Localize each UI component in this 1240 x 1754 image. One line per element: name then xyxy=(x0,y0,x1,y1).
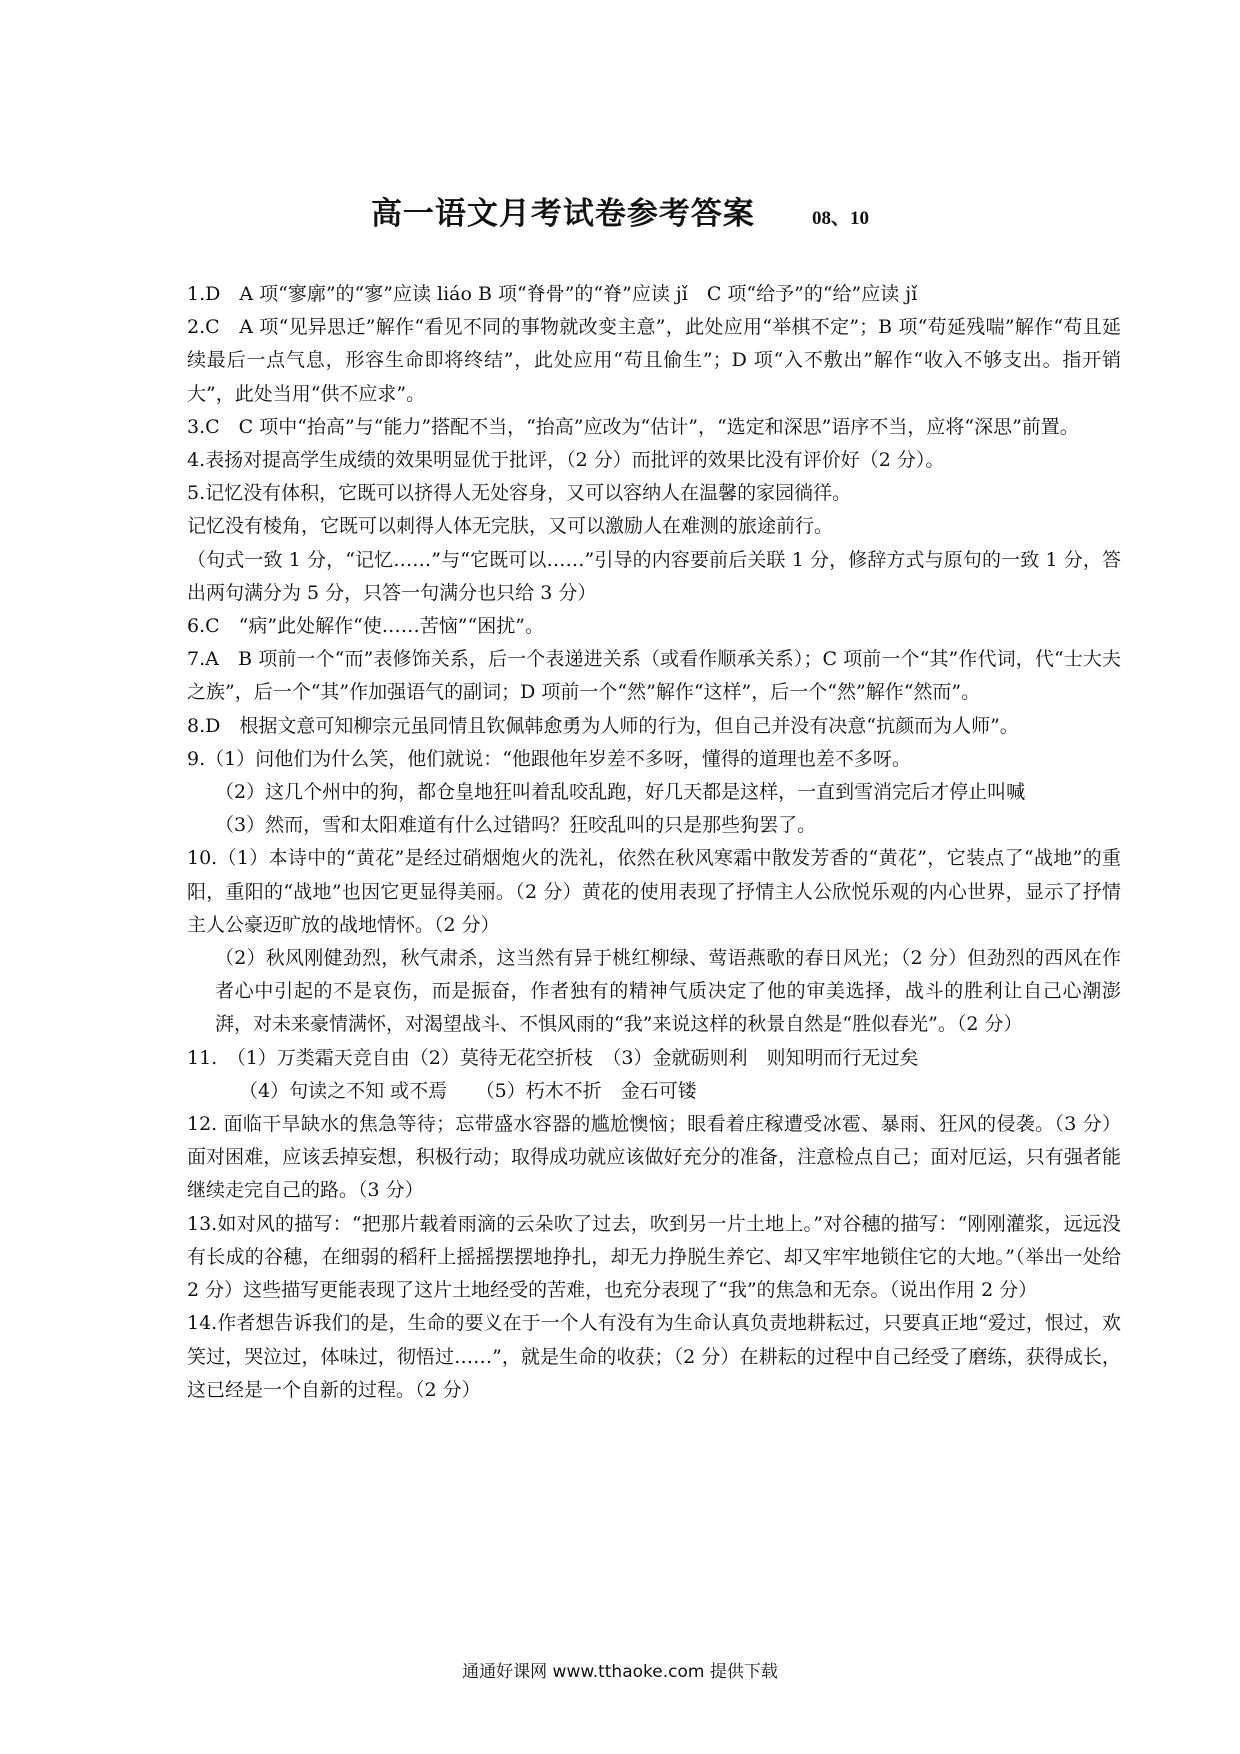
answer-11-line-2: （4）句读之不知 或不焉 （5）朽木不折 金石可镂 xyxy=(239,1079,697,1102)
answer-list xyxy=(187,278,1121,1407)
answer-13: 13.如对风的描写：“把那片载着雨滴的云朵吹了过去，吹到另一片土地上。”对谷穗的描写：“刚刚灌浆，远远没有长成的谷穗，在细弱的稻秆上摇摇摆摆地挣扎，却无力挣脱生养它、却又牢牢地锁住它的大地。”（举出一处给 2 分）这些描写更能表现了这片土地经受的苦难，也充分表现了“我”的焦急和无奈。（说出作用 2 分） xyxy=(187,1212,1121,1302)
title-row xyxy=(0,192,1240,241)
answer-1: 1.D A 项“寥廓”的“寥”应读 liáo B 项“脊骨”的“脊”应读 jǐ C 项“给予”的“给”应读 jǐ xyxy=(187,283,918,305)
answer-2: 2.C A 项“见异思迁”解作“看见不同的事物就改变主意”，此处应用“举棋不定”；B 项“苟延残喘”解作“苟且延续最后一点气息，形容生命即将终结”，此处应用“苟且偷生”；D 项“入不敷出”解作“收入不够支出。指开销大”，此处当用“供不应求”。 xyxy=(187,316,1121,405)
footer-credit: 通通好课网 www.tthaoke.com 提供下载 xyxy=(462,1662,778,1682)
exam-date: 08、10 xyxy=(812,208,870,229)
answer-7: 7.A B 项前一个“而”表修饰关系，后一个表递进关系（或看作顺承关系）；C 项前一个“其”作代词，代“士大夫之族”，后一个“其”作加强语气的副词；D 项前一个“然”解作“这样”，后一个“然”解作“然而”。 xyxy=(187,648,1121,704)
answer-9-part-3: （3）然而，雪和太阳难道有什么过错吗？狂咬乱叫的只是那些狗罢了。 xyxy=(215,814,817,837)
answer-6: 6.C “病”此处解作“使……苦恼”“困扰”。 xyxy=(187,615,544,638)
answer-9-part-2: （2）这几个州中的狗，都仓皇地狂叫着乱咬乱跑，好几天都是这样，一直到雪消完后才停止叫喊 xyxy=(215,781,1026,804)
answer-3: 3.C C 项中“抬高”与“能力”搭配不当，“抬高”应改为“估计”，“选定和深思”语序不当，应将“深思”前置。 xyxy=(187,415,1079,438)
answer-10-part-1: 10.（1）本诗中的“黄花”是经过硝烟炮火的洗礼，依然在秋风寒霜中散发芳香的“黄花”，它装点了“战地”的重阳，重阳的“战地”也因它更显得美丽。（2 分）黄花的使用表现了抒情主人公欣悦乐观的内心世界，显示了抒情主人公豪迈旷放的战地情怀。（2 分） xyxy=(187,847,1121,936)
answer-10-part-2: （2）秋风刚健劲烈，秋气肃杀，这当然有异于桃红柳绿、莺语燕歌的春日风光；（2 分）但劲烈的西风在作者心中引起的不是哀伤，而是振奋，作者独有的精神气质决定了他的审美选择，战斗的胜利让自己心潮澎湃，对未来豪情满怀，对渴望战斗、不惧风雨的“我”来说这样的秋景自然是“胜似春光”。（2 分） xyxy=(215,947,1121,1036)
answer-9-part-1: 9.（1）问他们为什么笑，他们就说：“他跟他年岁差不多呀，懂得的道理也差不多呀。 xyxy=(187,747,911,770)
answer-14: 14.作者想告诉我们的是，生命的要义在于一个人有没有为生命认真负责地耕耘过，只要真正地“爱过，恨过，欢笑过，哭泣过，体味过，彻悟过……”，就是生命的收获；（2 分）在耕耘的过程中自己经受了磨练，获得成长，这已经是一个自新的过程。（2 分） xyxy=(187,1312,1121,1401)
answer-5-scoring: （句式一致 1 分，“记忆……”与“它既可以……”引导的内容要前后关联 1 分，修辞方式与原句的一致 1 分，答出两句满分为 5 分，只答一句满分也只给 3 分） xyxy=(187,548,1121,604)
answer-8: 8.D 根据文意可知柳宗元虽同情且钦佩韩愈勇为人师的行为，但自己并没有决意“抗颜而为人师”。 xyxy=(187,714,1019,737)
answer-5-line-2: 记忆没有棱角，它既可以刺得人体无完肤，又可以激励人在难测的旅途前行。 xyxy=(187,515,834,538)
answer-12: 12. 面临干旱缺水的焦急等待；忘带盛水容器的尴尬懊恼；眼看着庄稼遭受冰雹、暴雨、狂风的侵袭。（3 分）面对困难，应该丢掉妄想，积极行动；取得成功就应该做好充分的准备，注意检点自己；面对厄运，只有强者能继续走完自己的路。（3 分） xyxy=(187,1113,1121,1202)
page-title: 高一语文月考试卷参考答案 xyxy=(370,196,755,232)
answer-4: 4.表扬对提高学生成绩的效果明显优于批评，（2 分）而批评的效果比没有评价好（2 分）。 xyxy=(187,449,945,472)
answer-5-line-1: 5.记忆没有体积，它既可以挤得人无处容身，又可以容纳人在温馨的家园徜徉。 xyxy=(187,482,852,505)
answer-11-line-1: 11. （1）万类霜天竞自由（2）莫待无花空折枝 （3）金就砺则利 则知明而行无过矣 xyxy=(187,1046,919,1069)
